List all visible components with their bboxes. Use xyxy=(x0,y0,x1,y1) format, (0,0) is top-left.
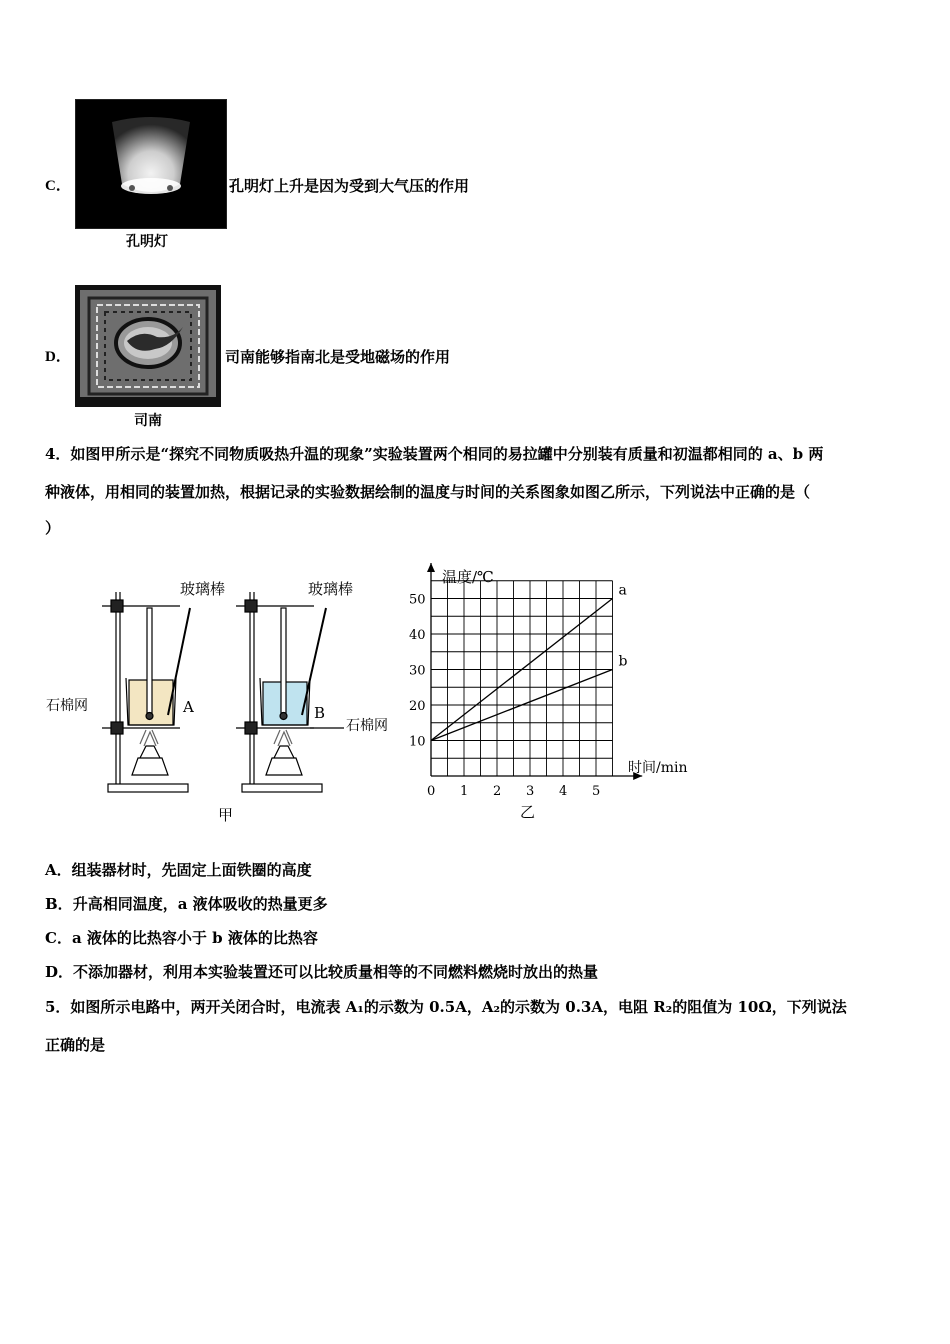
label-net-left: 石棉网 xyxy=(46,698,88,714)
y-tick-label: 20 xyxy=(409,699,426,714)
question4-line2: 种液体，用相同的装置加热，根据记录的实验数据绘制的温度与时间的关系图象如图乙所示，下列说法中正确的是（ xyxy=(45,483,811,501)
x-tick-label: 0 xyxy=(427,784,436,799)
q4-option-d xyxy=(45,965,598,980)
chart-xlabel: 时间/min xyxy=(628,760,688,776)
y-tick-label: 40 xyxy=(409,628,426,643)
q4-option-a-text: 组装器材时，先固定上面铁圈的高度 xyxy=(71,861,312,879)
x-tick-label: 1 xyxy=(460,784,469,799)
y-tick-label: 50 xyxy=(409,592,426,608)
label-B: B xyxy=(314,704,326,722)
y-tick-label: 30 xyxy=(409,663,426,679)
q4-option-b xyxy=(45,897,328,912)
chart-ylabel: 温度/℃ xyxy=(442,568,494,586)
y-axis-arrow xyxy=(427,563,435,572)
lantern-image xyxy=(75,99,227,229)
q4-option-b-label: B． xyxy=(45,895,73,913)
caption-jia: 甲 xyxy=(218,806,234,824)
q4-option-d-text: 不添加器材，利用本实验装置还可以比较质量相等的不同燃料燃烧时放出的热量 xyxy=(73,963,599,981)
label-net-right: 石棉网 xyxy=(346,718,388,734)
x-tick-label: 2 xyxy=(493,784,502,799)
y-tick-label: 10 xyxy=(409,734,426,750)
option-c-text: 孔明灯上升是因为受到大气压的作用 xyxy=(229,177,470,195)
x-tick-label: 5 xyxy=(592,784,601,799)
question4-line1: 4．如图甲所示是“探究不同物质吸热升温的现象”实验装置两个相同的易拉罐中分别装有质量和初温都相同的 a、b 两 xyxy=(45,445,824,463)
question4-line3: ） xyxy=(45,519,61,537)
compass-image xyxy=(75,285,221,407)
chart-axes xyxy=(427,563,642,780)
question5-line1: 5．如图所示电路中，两开关闭合时，电流表 A₁的示数为 0.5A，A₂的示数为 0.3A，电阻 R₂的阻值为 10Ω，下列说法 xyxy=(45,998,847,1016)
sky-lantern-picture xyxy=(76,100,226,228)
series-label-b: b xyxy=(618,653,628,670)
q4-option-c-text: a 液体的比热容小于 b 液体的比热容 xyxy=(71,929,318,947)
chart-grid xyxy=(431,581,613,776)
q4-option-a xyxy=(45,863,312,878)
chart-series xyxy=(431,583,628,741)
q4-option-a-label: A． xyxy=(45,861,72,879)
option-c-label: C． xyxy=(45,178,71,194)
label-A: A xyxy=(183,698,194,716)
label-rod-right: 玻璃棒 xyxy=(308,580,354,598)
lantern-caption: 孔明灯 xyxy=(126,234,168,250)
q4-option-b-text: 升高相同温度，a 液体吸收的热量更多 xyxy=(72,895,328,913)
q4-option-d-label: D． xyxy=(45,963,74,981)
q4-option-c-label: C． xyxy=(45,929,72,947)
q4-option-c xyxy=(45,931,318,946)
compass-caption: 司南 xyxy=(134,413,162,429)
series-label-a: a xyxy=(618,582,627,599)
option-d-label: D． xyxy=(45,349,71,365)
chart-caption: 乙 xyxy=(520,803,536,821)
question5-line2: 正确的是 xyxy=(45,1036,106,1054)
x-tick-label: 4 xyxy=(559,784,568,799)
chart-ticks xyxy=(409,593,600,800)
figure-yi-chart xyxy=(400,560,720,830)
option-d-text: 司南能够指南北是受地磁场的作用 xyxy=(225,348,451,366)
sinan-compass-picture xyxy=(75,285,221,407)
label-rod-left: 玻璃棒 xyxy=(180,580,226,598)
x-tick-label: 3 xyxy=(526,784,535,799)
figure-jia-apparatus xyxy=(40,570,400,830)
